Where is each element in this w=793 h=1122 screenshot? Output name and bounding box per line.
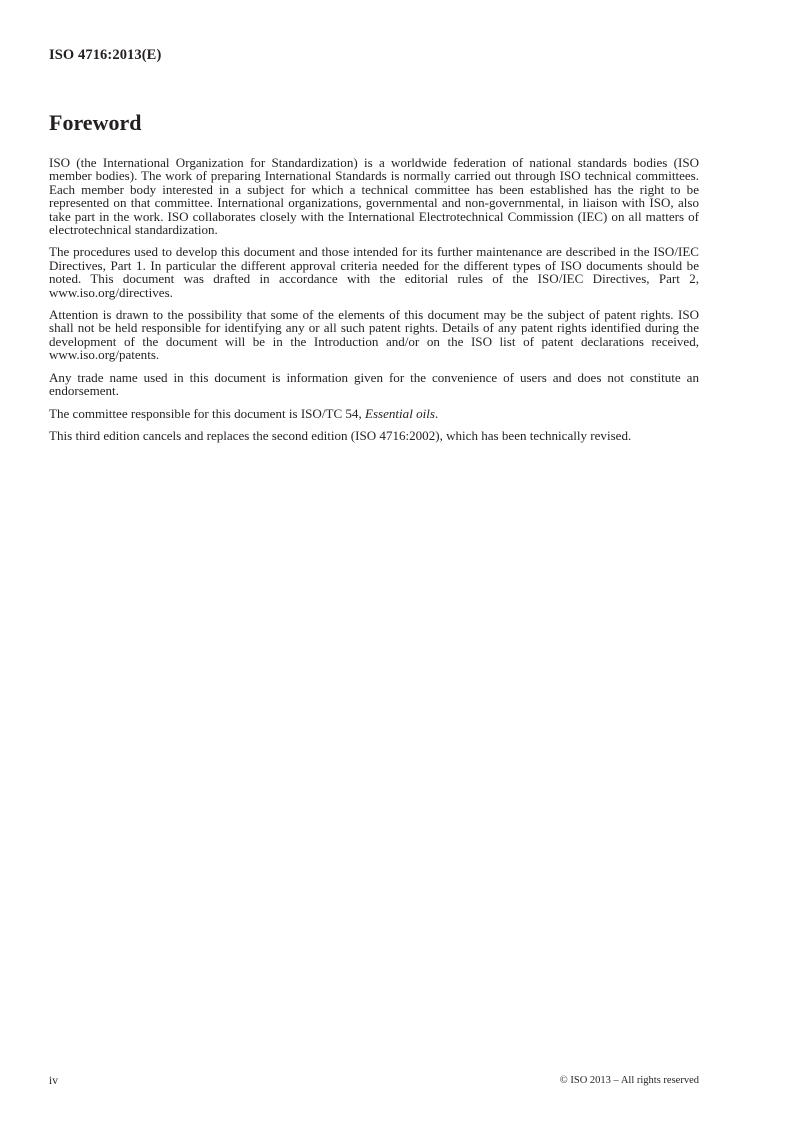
paragraph-procedures: The procedures used to develop this document and those intended for its further maintenance are described in the ISO/IEC Directives, Part 1. In particular the different approval criteria needed for the different types of ISO documents should be noted. This document was drafted in accordance with the editorial rules of the ISO/IEC Directives, Part 2, www.iso.org/directives. [49, 244, 699, 300]
committee-name: Essential oils [364, 405, 435, 421]
paragraph-trade-name: Any trade name used in this document is information given for the convenience of users and does not constitute an endorsement. [49, 369, 699, 399]
foreword-body [49, 156, 699, 451]
document-id: ISO 4716:2013(E) [49, 47, 162, 63]
paragraph-edition: This third edition cancels and replaces the second edition (ISO 4716:2002), which has been technically revised. [49, 427, 632, 443]
paragraph-iso-intro: ISO (the International Organization for Standardization) is a worldwide federation of national standards bodies (ISO member bodies). The work of preparing International Standards is normally carried out through ISO technical committees. Each member body interested in a subject for which a technical committee has been established has the right to be represented on that committee. International organizations, governmental and non-governmental, in liaison with ISO, also take part in the work. ISO collaborates closely with the International Electrotechnical Commission (IEC) on all matters of electrotechnical standardization. [49, 155, 699, 238]
section-title: Foreword [49, 110, 142, 135]
paragraph-patent-rights: Attention is drawn to the possibility that some of the elements of this document may be the subject of patent rights. ISO shall not be held responsible for identifying any or all such patent rights. Details of any patent rights identified during the development of the document will be in the Introduction and/or on the ISO list of patent declarations received, www.iso.org/patents. [49, 307, 699, 363]
committee-period: . [434, 405, 439, 421]
copyright-notice: © ISO 2013 – All rights reserved [559, 1075, 699, 1086]
paragraph-committee [49, 407, 699, 420]
page-number: iv [49, 1075, 58, 1087]
committee-text: The committee responsible for this document is ISO/TC 54, [49, 405, 365, 421]
